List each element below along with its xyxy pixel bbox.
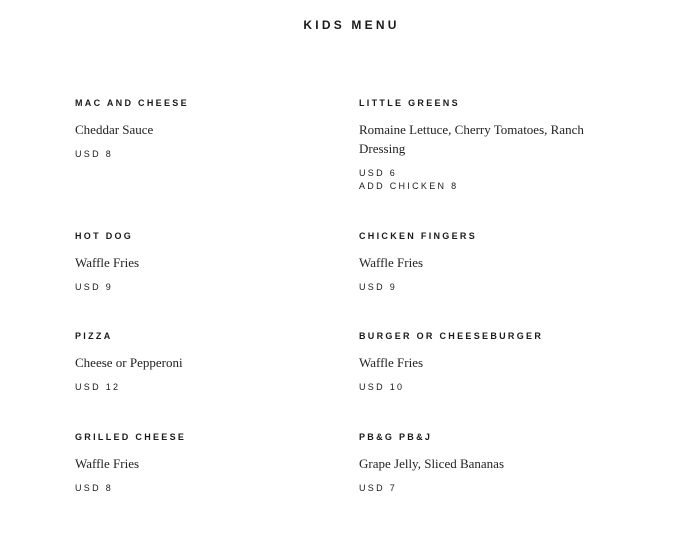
item-price: USD 12 xyxy=(75,382,121,392)
item-name: CHICKEN FINGERS xyxy=(359,231,478,241)
item-description: Waffle Fries xyxy=(75,255,140,270)
menu-item-little-greens xyxy=(359,97,619,193)
item-description: Cheese or Pepperoni xyxy=(75,355,183,370)
item-name: BURGER OR CHEESEBURGER xyxy=(359,331,544,341)
item-add-on: ADD CHICKEN 8 xyxy=(359,181,459,191)
item-description: Waffle Fries xyxy=(75,456,140,471)
item-description: Grape Jelly, Sliced Bananas xyxy=(359,456,504,471)
menu-item-hot-dog xyxy=(75,230,335,294)
item-name: MAC AND CHEESE xyxy=(75,98,189,108)
item-price: USD 8 xyxy=(75,483,114,493)
item-name: HOT DOG xyxy=(75,231,134,241)
item-price: USD 8 xyxy=(75,149,114,159)
item-description: Waffle Fries xyxy=(359,255,424,270)
menu-item-pizza xyxy=(75,330,335,394)
menu-item-burger-or-cheeseburger xyxy=(359,330,619,394)
menu-item-pbg-pbj xyxy=(359,431,619,495)
item-name: GRILLED CHEESE xyxy=(75,432,187,442)
item-description: Cheddar Sauce xyxy=(75,122,154,137)
menu-item-mac-and-cheese xyxy=(75,97,335,161)
item-price: USD 9 xyxy=(75,282,114,292)
menu-item-chicken-fingers xyxy=(359,230,619,294)
item-price: USD 6 xyxy=(359,168,398,178)
item-name: LITTLE GREENS xyxy=(359,98,460,108)
item-description: Romaine Lettuce, Cherry Tomatoes, Ranch Dressing xyxy=(359,122,584,156)
page-title: KIDS MENU xyxy=(303,18,400,32)
item-name: PB&G PB&J xyxy=(359,432,433,442)
item-price: USD 7 xyxy=(359,483,398,493)
item-description: Waffle Fries xyxy=(359,355,424,370)
item-price: USD 9 xyxy=(359,282,398,292)
menu-item-grilled-cheese xyxy=(75,431,335,495)
item-name: PIZZA xyxy=(75,331,113,341)
item-price: USD 10 xyxy=(359,382,405,392)
